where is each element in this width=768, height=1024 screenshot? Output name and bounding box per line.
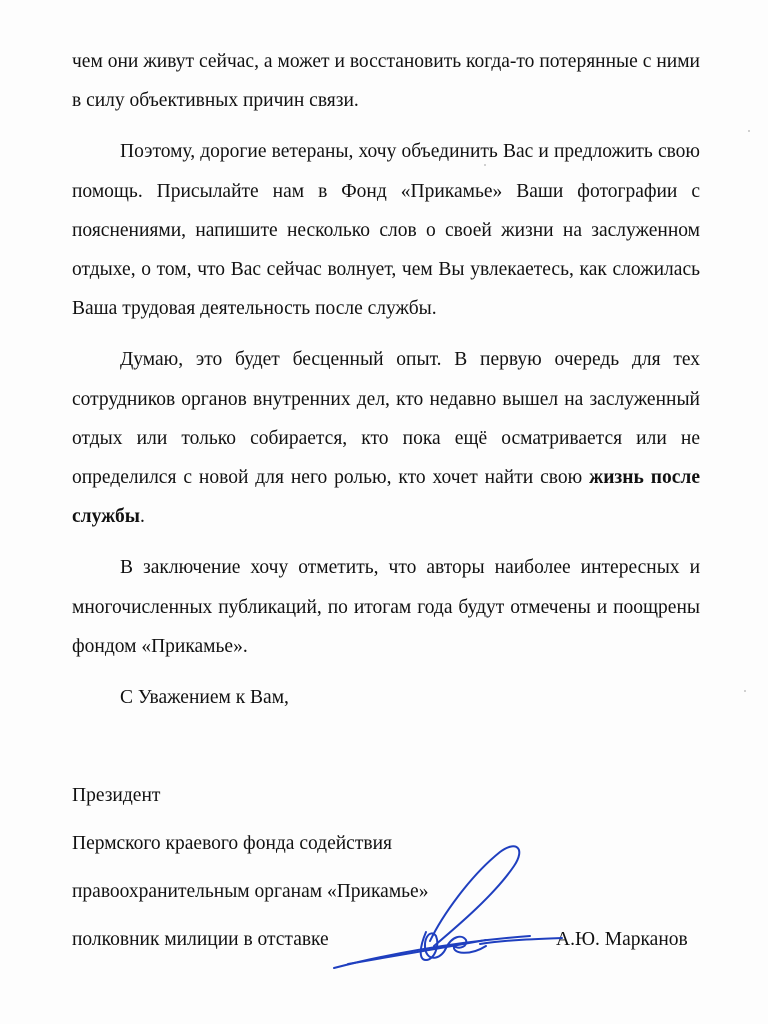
- paragraph-conclusion: В заключение хочу отметить, что авторы наиболее интересных и многочисленных публикаций, по итогам года будут отмечены и поощрены фондом «Прикамье».: [72, 557, 700, 657]
- scan-speck: [744, 690, 746, 692]
- signatory-name: А.Ю. Марканов: [556, 929, 688, 950]
- organization-line-2: правоохранительным органам «Прикамье»: [72, 881, 429, 902]
- handwritten-signature: [330, 836, 570, 986]
- paragraph-offer-help: Поэтому, дорогие ветераны, хочу объединить Вас и предложить свою помощь. Присылайте нам в Фонд «Прикамье» Ваши фотографии с пояснениями, напишите несколько слов о своей жизни на заслуженном отдыхе, о том, что Вас сейчас волнует, чем Вы увлекаетесь, как сложилась Ваша трудовая деятельность после службы.: [72, 141, 700, 320]
- letter-body: [72, 42, 700, 717]
- scan-speck: [748, 130, 750, 132]
- emphasis-life-after-service: жизнь после службы: [72, 467, 700, 528]
- paragraph-experience-text: Думаю, это будет бесценный опыт. В первую очередь для тех сотрудников органов внутренних дел, кто недавно вышел на заслуженный отдых или только собирается, кто пока ещё осматривается или не определился с новой для него ролью, кто хочет найти свою: [72, 349, 700, 489]
- closing-phrase: С Уважением к Вам,: [120, 687, 289, 709]
- paragraph-experience: [72, 340, 700, 536]
- paragraph-experience-end: .: [139, 506, 145, 528]
- paragraph-continuation: чем они живут сейчас, а может и восстановить когда-то потерянные с ними в силу объективных причин связи.: [72, 51, 700, 112]
- signatory-rank: полковник милиции в отставке: [72, 929, 329, 950]
- scan-speck: [484, 164, 486, 166]
- organization-line-1: Пермского краевого фонда содействия: [72, 833, 392, 854]
- signatory-title: Президент: [72, 785, 161, 806]
